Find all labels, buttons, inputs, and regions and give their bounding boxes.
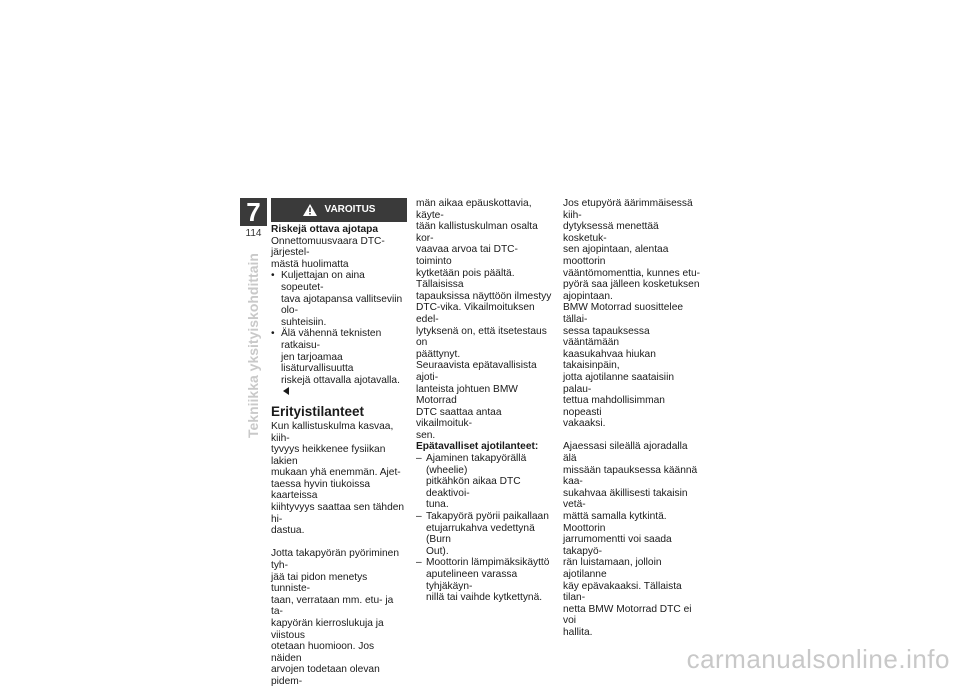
warning-banner (271, 198, 407, 222)
paragraph: Ajaessasi sileällä ajoradalla älä missään tapauksessa käännä kaa- sukahvaa äkillisesti takaisin vetä- mättä samalla kytkintä. Moottorin jarrumomentti voi saada takapyö- rän luistamaan, jolloin ajotilanne käy epävakaaksi. Tällaista tilan- netta BMW Motorrad DTC ei voi hallita. (563, 441, 698, 638)
situation-list (416, 453, 552, 604)
paragraph: BMW Motorrad suosittelee tällai- sessa tapauksessa vääntämään kaasukahvaa hiukan takaisinpäin, jotta ajotilanne saataisiin palau- tettua mahdollisimman nopeasti vakaaksi. (563, 302, 684, 430)
paragraph: Jotta takapyörän pyöriminen tyh- jää tai pidon menetys tunniste- taan, verrataan mm. etu- ja ta- kapyörän kierroslukuja ja viistous otetaan huomioon. Jos näiden arvojen todetaan olevan pidem- (271, 548, 399, 687)
chapter-number: 7 (240, 198, 267, 226)
column-1 (271, 198, 407, 688)
list-item: • Älä vähennä teknisten ratkaisu- jen tarjoamaa lisäturvallisuutta riskejä ottavalla ajotavalla. (271, 328, 407, 398)
end-of-section-icon (283, 387, 289, 395)
subheading: Epätavalliset ajotilanteet: (416, 441, 539, 453)
list-item: – Ajaminen takapyörällä (wheelie) pitkähkön aikaa DTC deaktivoi- tuna. (416, 453, 552, 511)
warning-triangle-icon (303, 204, 317, 216)
warning-bullets (271, 270, 407, 398)
paragraph: Kun kallistuskulma kasvaa, kiih- tyvyys heikkenee fysiikan lakien mukaan yhä enemmän. Ajet- taessa hyvin tiukoissa kaarteissa kiihtyvyys saattaa sen tähden hi- dastua. (271, 420, 405, 537)
site-watermark: carmanualsonline.info (686, 644, 950, 674)
list-item: • Kuljettajan on aina sopeutet- tava ajotapansa vallitseviin olo- suhteisiin. (271, 270, 407, 328)
warning-text: Onnettomuusvaara DTC-järjestel- mästä huolimatta (271, 235, 385, 270)
list-item: – Takapyörä pyörii paikallaan etujarrukahva vedettynä (Burn Out). (416, 511, 552, 557)
section-heading: Erityistilanteet (271, 403, 365, 419)
warning-title: Riskejä ottava ajotapa (271, 224, 379, 235)
warning-label: VAROITUS (324, 204, 376, 216)
column-2 (416, 198, 552, 604)
list-item: – Moottorin lämpimäksikäyttö aputelineen varassa tyhjäkäyn- nillä tai vaihde kytkettynä. (416, 557, 552, 603)
paragraph: Seuraavista epätavallisista ajoti- lanteista johtuen BMW Motorrad DTC saattaa antaa vikailmoituk- sen. (416, 360, 537, 441)
paragraph: män aikaa epäuskottavia, käyte- tään kallistuskulman osalta kor- vaavaa arvoa tai DTC-toiminto kytketään pois päältä. Tällaisissa tapauksissa näyttöön ilmestyy DTC-vika. Vikailmoituksen edel- lytyksenä on, että itsetestaus on päättynyt. (416, 198, 552, 360)
page-number: 114 (245, 228, 262, 239)
column-3 (563, 198, 703, 639)
side-chapter-title: Tekniikka yksityiskohdittain (245, 253, 261, 438)
paragraph: Jos etupyörä äärimmäisessä kiih- dytyksessä menettää kosketuk- sen ajopintaan, alentaa moottorin vääntömomenttia, kunnes etu- pyörä saa jälleen kosketuksen ajopintaan. (563, 198, 701, 302)
